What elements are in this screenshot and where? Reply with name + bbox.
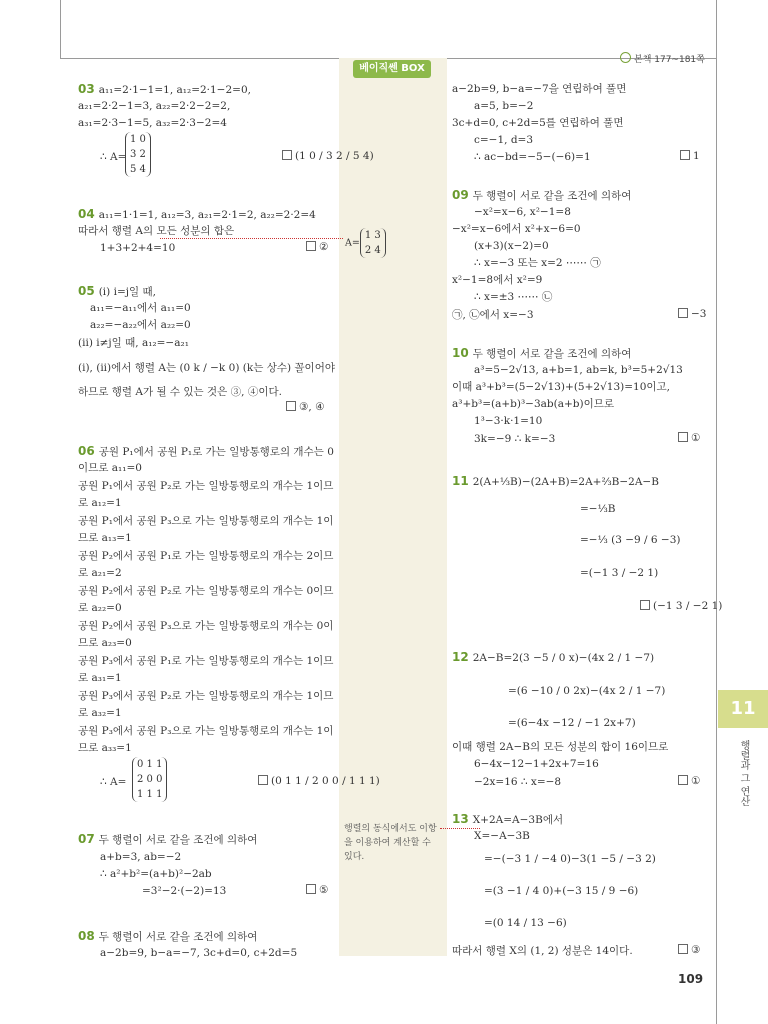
problem-number: 05 [78, 284, 95, 298]
solution-text: a₁₁=−a₁₁에서 a₁₁=0 [90, 302, 191, 314]
page-number: 109 [678, 972, 704, 986]
answer-mark [258, 775, 380, 787]
answer-box-icon [306, 884, 316, 894]
answer-box-icon [678, 944, 688, 954]
solution-text: 이므로 a₁₁=0 [78, 462, 142, 474]
right-line [452, 82, 626, 96]
solution-text: 공원 P₁에서 공원 P₂로 가는 일방통행로의 개수는 1이므 [78, 480, 334, 492]
solution-text: 3k=−9 ∴ k=−3 [474, 433, 556, 445]
solution-text: 공원 P₃에서 공원 P₁로 가는 일방통행로의 개수는 1이므 [78, 655, 334, 667]
left-line [78, 619, 333, 633]
problem-number: 13 [452, 812, 469, 826]
right-line [452, 273, 542, 287]
solution-text: 므로 a₃₃=1 [78, 742, 132, 754]
solution-text: 2(A+⅓B)−(2A+B)=2A+⅔B−2A−B [472, 476, 659, 488]
left-line [78, 689, 333, 703]
left-line [100, 867, 212, 881]
right-line [452, 474, 659, 489]
right-line [474, 432, 555, 446]
side-note: 행렬의 동식에서도 이항을 이용하여 계산할 수 있다. [344, 824, 437, 862]
problem-number: 11 [452, 474, 469, 488]
solution-text: a³=5−2√13, a+b=1, ab=k, b³=5+2√13 [474, 364, 683, 376]
solution-text: ∴ ac−bd=−5−(−6)=1 [474, 151, 591, 163]
right-line [452, 944, 633, 958]
solution-text: 1+3+2+4=10 [100, 242, 176, 254]
answer-value: (−1 3 / −2 1) [653, 600, 723, 612]
left-line [100, 150, 126, 164]
answer-value: ⑤ [319, 884, 329, 896]
solution-text: (i) i=j일 때, [98, 286, 156, 298]
answer-box-icon [640, 600, 650, 610]
right-line [452, 116, 623, 130]
solution-text: 1³−3·k·1=10 [474, 415, 543, 427]
solution-text: 따라서 행렬 A의 모든 성분의 합은 [78, 225, 235, 237]
answer-value: −3 [691, 308, 707, 320]
answer-box-icon [306, 241, 316, 251]
right-line [484, 884, 638, 898]
solution-text: ㉠, ㉡에서 x=−3 [452, 309, 534, 321]
chapter-title: 행렬과 그 연산 [738, 740, 749, 807]
problem-number: 06 [78, 444, 95, 458]
left-line [78, 832, 257, 847]
right-line [452, 188, 631, 203]
solution-text: 므로 a₁₃=1 [78, 532, 132, 544]
left-line [78, 566, 122, 580]
solution-text: a−2b=9, b−a=−7을 연립하여 풀면 [452, 83, 627, 95]
left-line [78, 99, 230, 113]
problem-number: 12 [452, 650, 469, 664]
pointer-line-13 [440, 828, 480, 829]
solution-text: 로 a₂₁=2 [78, 567, 122, 579]
right-line [474, 205, 571, 219]
left-line [78, 531, 132, 545]
solution-text: ∴ A= [100, 776, 127, 788]
right-line [580, 502, 616, 516]
answer-mark [680, 150, 700, 162]
right-line [474, 363, 683, 377]
solution-text: 이때 a³+b³=(5−2√13)+(5+2√13)=10이고, [452, 381, 671, 393]
solution-text: 공원 P₁에서 공원 P₁로 가는 일방통행로의 개수는 0 [98, 446, 334, 458]
left-line [78, 654, 333, 668]
right-line [474, 829, 530, 843]
left-line [78, 671, 122, 685]
left-line [78, 444, 334, 459]
solution-text: =(−1 3 / −2 1) [580, 567, 659, 579]
right-line [452, 397, 614, 411]
right-line [474, 757, 599, 771]
solution-text: X+2A=A−3B에서 [472, 814, 564, 826]
solution-text: 3c+d=0, c+2d=5를 연립하여 풀면 [452, 117, 624, 129]
answer-box-icon [282, 150, 292, 160]
textbook-reference: 본책 177~181쪽 [620, 52, 705, 65]
answer-box-icon [258, 775, 268, 785]
solution-text: =(6 −10 / 0 2x)−(4x 2 / 1 −7) [508, 685, 666, 697]
solution-text: 이때 행렬 2A−B의 모든 성분의 합이 16이므로 [452, 741, 669, 753]
solution-text: 두 행렬이 서로 같을 조건에 의하여 [98, 834, 258, 846]
left-line [78, 479, 333, 493]
left-line [78, 584, 333, 598]
solution-text: c=−1, d=3 [474, 134, 534, 146]
solution-text: a₂₂=−a₂₂에서 a₂₂=0 [90, 319, 191, 331]
right-line [474, 239, 549, 253]
answer-value: ③ [691, 944, 701, 956]
problem-number: 08 [78, 929, 95, 943]
solution-text: x²−1=8에서 x²=9 [452, 274, 543, 286]
left-line [78, 284, 156, 299]
problem-number: 03 [78, 82, 95, 96]
frame-left-line [60, 0, 61, 58]
solution-text: a₁₁=1·1=1, a₁₂=3, a₂₁=2·1=2, a₂₂=2·2=4 [98, 209, 316, 221]
solution-text: 두 행렬이 서로 같을 조건에 의하여 [472, 348, 632, 360]
right-line [580, 533, 681, 547]
right-line [474, 150, 591, 164]
right-line [452, 380, 670, 394]
solution-text: 두 행렬이 서로 같을 조건에 의하여 [98, 931, 258, 943]
solution-text: ∴ x=±3 ⋯⋯ ㉡ [474, 291, 553, 303]
answer-mark [678, 944, 700, 956]
left-line [78, 724, 333, 738]
left-line [142, 884, 226, 898]
left-line [78, 336, 189, 350]
solution-text: 로 a₂₂=0 [78, 602, 122, 614]
left-line [78, 361, 335, 375]
solution-text: a₃₁=2·3−1=5, a₃₂=2·3−2=4 [78, 117, 227, 129]
answer-mark [282, 150, 374, 162]
solution-text: a=5, b=−2 [474, 100, 534, 112]
right-line [484, 852, 656, 866]
problem-number: 07 [78, 832, 95, 846]
solution-text: −x²=x−6, x²−1=8 [474, 206, 571, 218]
chapter-tab[interactable]: 11 [718, 690, 768, 728]
solution-text: =(6−4x −12 / −1 2x+7) [508, 717, 636, 729]
right-line [452, 812, 563, 827]
left-line [90, 301, 191, 315]
solution-text: 두 행렬이 서로 같을 조건에 의하여 [472, 190, 632, 202]
answer-mark [678, 775, 700, 787]
solution-text: (x+3)(x−2)=0 [474, 240, 549, 252]
right-line [452, 222, 581, 236]
left-line [78, 549, 333, 563]
left-line [100, 241, 175, 255]
answer-value: (0 1 1 / 2 0 0 / 1 1 1) [271, 775, 380, 787]
left-line [100, 946, 297, 960]
solution-text: 공원 P₂에서 공원 P₃으로 가는 일방통행로의 개수는 0이 [78, 620, 334, 632]
reference-icon [620, 52, 631, 63]
solution-text: a−2b=9, b−a=−7, 3c+d=0, c+2d=5 [100, 947, 298, 959]
left-line [78, 207, 316, 222]
answer-mark [286, 401, 325, 413]
left-line [100, 775, 126, 789]
solution-text: =−⅓B [580, 503, 616, 515]
answer-box-icon [286, 401, 296, 411]
solution-text: 므로 a₂₃=0 [78, 637, 132, 649]
right-line [484, 916, 567, 930]
solution-text: =(0 14 / 13 −6) [484, 917, 567, 929]
solution-text: −2x=16 ∴ x=−8 [474, 776, 562, 788]
left-line [78, 385, 282, 399]
solution-text: 로 a₃₁=1 [78, 672, 122, 684]
solution-text: =3²−2·(−2)=13 [142, 885, 227, 897]
answer-mark [678, 308, 706, 320]
left-line [78, 82, 251, 97]
answer-value: ② [319, 241, 329, 253]
solution-text: ∴ A= [100, 151, 127, 163]
left-line [78, 706, 122, 720]
solution-text: ∴ x=−3 또는 x=2 ⋯⋯ ㉠ [474, 257, 601, 269]
left-line [78, 601, 122, 615]
right-line [452, 740, 668, 754]
solution-text: ∴ a²+b²=(a+b)²−2ab [100, 868, 212, 880]
right-line [452, 650, 654, 665]
side-matrix: A= 1 3 2 4 [345, 228, 386, 258]
solution-text: 하므로 행렬 A가 될 수 있는 것은 ③, ④이다. [78, 386, 282, 398]
answer-mark [678, 432, 700, 444]
solution-text: 로 a₁₂=1 [78, 497, 122, 509]
answer-box-icon [678, 432, 688, 442]
solution-text: 2A−B=2(3 −5 / 0 x)−(4x 2 / 1 −7) [472, 652, 655, 664]
solution-text: 공원 P₂에서 공원 P₂로 가는 일방통행로의 개수는 0이므 [78, 585, 334, 597]
right-line [474, 290, 552, 304]
right-line [474, 133, 533, 147]
right-line [474, 256, 601, 270]
answer-value: ① [691, 775, 701, 787]
right-line [474, 414, 542, 428]
solution-text: 로 a₃₂=1 [78, 707, 122, 719]
answer-box-icon [678, 308, 688, 318]
solution-text: a³+b³=(a+b)³−3ab(a+b)이므로 [452, 398, 615, 410]
solution-text: a₂₁=2·2−1=3, a₂₂=2·2−2=2, [78, 100, 231, 112]
solution-text: 6−4x−12−1+2x+7=16 [474, 758, 599, 770]
solution-text: (i), (ii)에서 행렬 A는 (0 k / −k 0) (k는 상수) 꼴이어야 [78, 362, 335, 374]
right-line [580, 566, 658, 580]
right-line [452, 308, 534, 322]
solution-text: −x²=x−6에서 x²+x−6=0 [452, 223, 581, 235]
answer-value: (1 0 / 3 2 / 5 4) [295, 150, 374, 162]
basic-box-title: 베이직쎈 BOX [353, 60, 431, 78]
answer-box-icon [680, 150, 690, 160]
answer-mark [306, 241, 328, 253]
solution-text: 공원 P₁에서 공원 P₃으로 가는 일방통행로의 개수는 1이 [78, 515, 334, 527]
solution-text: =−⅓ (3 −9 / 6 −3) [580, 534, 681, 546]
left-line [78, 514, 333, 528]
left-line [78, 929, 257, 944]
matrix-06: 0 1 1 2 0 0 1 1 1 [132, 757, 167, 802]
matrix-03: 1 0 3 2 5 4 [125, 132, 151, 177]
right-line [474, 99, 533, 113]
answer-value: 1 [693, 150, 700, 162]
answer-box-icon [678, 775, 688, 785]
left-line [78, 636, 132, 650]
solution-text: 공원 P₃에서 공원 P₂로 가는 일방통행로의 개수는 1이므 [78, 690, 334, 702]
frame-right-line [716, 0, 717, 1024]
left-line [90, 318, 191, 332]
pointer-line-04 [160, 238, 343, 239]
problem-number: 04 [78, 207, 95, 221]
solution-text: 따라서 행렬 X의 (1, 2) 성분은 14이다. [452, 945, 633, 957]
solution-text: (ii) i≠j일 때, a₁₂=−a₂₁ [78, 337, 189, 349]
solution-text: 공원 P₃에서 공원 P₃으로 가는 일방통행로의 개수는 1이 [78, 725, 334, 737]
solution-text: a+b=3, ab=−2 [100, 851, 182, 863]
problem-number: 10 [452, 346, 469, 360]
right-line [452, 346, 631, 361]
answer-value: ③, ④ [299, 401, 325, 413]
left-line [78, 496, 122, 510]
answer-mark [640, 600, 722, 612]
solution-text: X=−A−3B [474, 830, 530, 842]
left-line [100, 850, 181, 864]
left-line [78, 741, 132, 755]
problem-number: 09 [452, 188, 469, 202]
solution-text: 공원 P₂에서 공원 P₁로 가는 일방통행로의 개수는 2이므 [78, 550, 334, 562]
solution-text: =−(−3 1 / −4 0)−3(1 −5 / −3 2) [484, 853, 656, 865]
right-line [474, 775, 561, 789]
answer-mark [306, 884, 328, 896]
left-line [78, 461, 142, 475]
solution-text: a₁₁=2·1−1=1, a₁₂=2·1−2=0, [98, 84, 251, 96]
right-line [508, 684, 665, 698]
solution-text: =(3 −1 / 4 0)+(−3 15 / 9 −6) [484, 885, 639, 897]
right-line [508, 716, 636, 730]
left-line [78, 116, 227, 130]
left-line [78, 224, 234, 238]
answer-value: ① [691, 432, 701, 444]
